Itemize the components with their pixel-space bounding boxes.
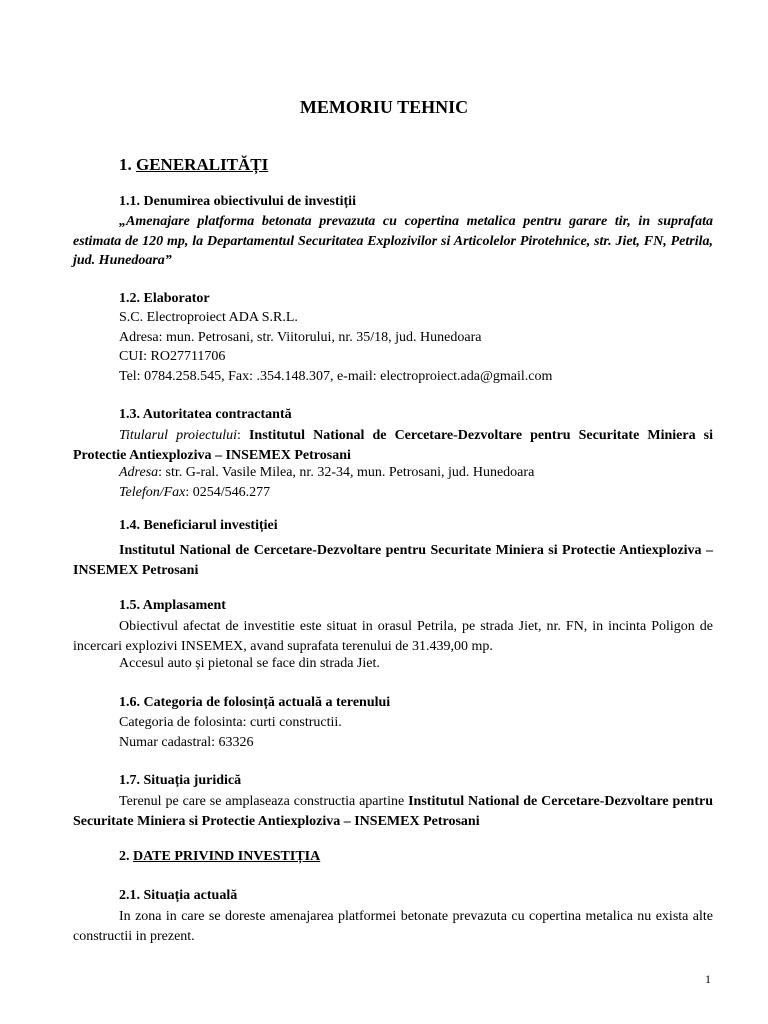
land-category: Categoria de folosinta: curti constructii. (119, 715, 342, 730)
legal-status-plain: Terenul pe care se amplaseaza constructia apartine (119, 794, 409, 809)
subsection-1-4-heading: 1.4. Beneficiarul investiției (119, 518, 278, 533)
section-1-label: GENERALITĂȚI (136, 155, 269, 174)
titular-label: Titularul proiectului (119, 428, 238, 443)
section-2-number: 2. (119, 849, 133, 864)
section-2-heading (119, 849, 320, 865)
legal-status-paragraph (73, 792, 713, 831)
titular-paragraph (73, 426, 713, 465)
elaborator-cui: CUI: RO27711706 (119, 349, 226, 364)
subsection-2-1-heading: 2.1. Situația actuală (119, 888, 238, 903)
subsection-1-5-heading: 1.5. Amplasament (119, 598, 226, 613)
telefon-label: Telefon/Fax (119, 485, 186, 500)
section-1-heading (119, 155, 268, 175)
document-title: MEMORIU TEHNIC (299, 97, 469, 117)
subsection-1-6-heading: 1.6. Categoria de folosință actuală a terenului (119, 695, 391, 710)
amplasament-paragraph: Obiectivul afectat de investitie este situat in orasul Petrila, pe strada Jiet, nr. FN, in incinta Poligon de incercari explozivi INSEMEX, avand suprafata terenului de 31.439,00 mp. (73, 619, 713, 654)
subsection-1-1-heading: 1.1. Denumirea obiectivului de investiții (119, 194, 356, 209)
elaborator-address: Adresa: mun. Petrosani, str. Viitorului, nr. 35/18, jud. Hunedoara (119, 330, 482, 345)
adresa-value: : str. G-ral. Vasile Milea, nr. 32-34, mun. Petrosani, jud. Hunedoara (158, 465, 535, 480)
titular-value: Institutul National de Cercetare-Dezvoltare pentru Securitate Miniera si Protectie Antiexploziva – INSEMEX Petrosani (73, 428, 713, 463)
telefon-value: : 0254/546.277 (185, 485, 271, 500)
access-line: Accesul auto și pietonal se face din strada Jiet. (119, 656, 380, 671)
authority-phone (119, 485, 270, 501)
titular-separator: : (237, 428, 249, 443)
subsection-1-3-heading: 1.3. Autoritatea contractantă (119, 407, 292, 422)
authority-address (119, 465, 534, 481)
section-1-number: 1. (119, 155, 136, 174)
current-situation-text: In zona in care se doreste amenajarea platformei betonate prevazuta cu copertina metalica nu exista alte constructii in prezent. (73, 909, 713, 944)
elaborator-contact: Tel: 0784.258.545, Fax: .354.148.307, e-mail: electroproiect.ada@gmail.com (119, 369, 553, 384)
cadastral-number: Numar cadastral: 63326 (119, 735, 254, 750)
subsection-1-2-heading: 1.2. Elaborator (119, 291, 210, 306)
legal-status-owner: Institutul National de Cercetare-Dezvoltare pentru Securitate Miniera si Protectie Antiexploziva – INSEMEX Petrosani (73, 794, 713, 829)
elaborator-name: S.C. Electroproiect ADA S.R.L. (119, 310, 298, 325)
adresa-label: Adresa (119, 465, 159, 480)
subsection-1-7-heading: 1.7. Situația juridică (119, 773, 242, 788)
beneficiary-text: Institutul National de Cercetare-Dezvoltare pentru Securitate Miniera si Protectie Antiexploziva – INSEMEX Petrosani (73, 543, 713, 578)
subsection-1-1-text: „Amenajare platforma betonata prevazuta cu copertina metalica pentru garare tir, in suprafata estimata de 120 mp, la Departamentul Securitatea Explozivilor si Articolelor Pirotehnice, str. Jiet, FN, Petrila, jud. Hunedoara” (73, 214, 713, 268)
page-number: 1 (705, 972, 711, 986)
section-2-label: DATE PRIVIND INVESTIȚIA (133, 849, 321, 864)
